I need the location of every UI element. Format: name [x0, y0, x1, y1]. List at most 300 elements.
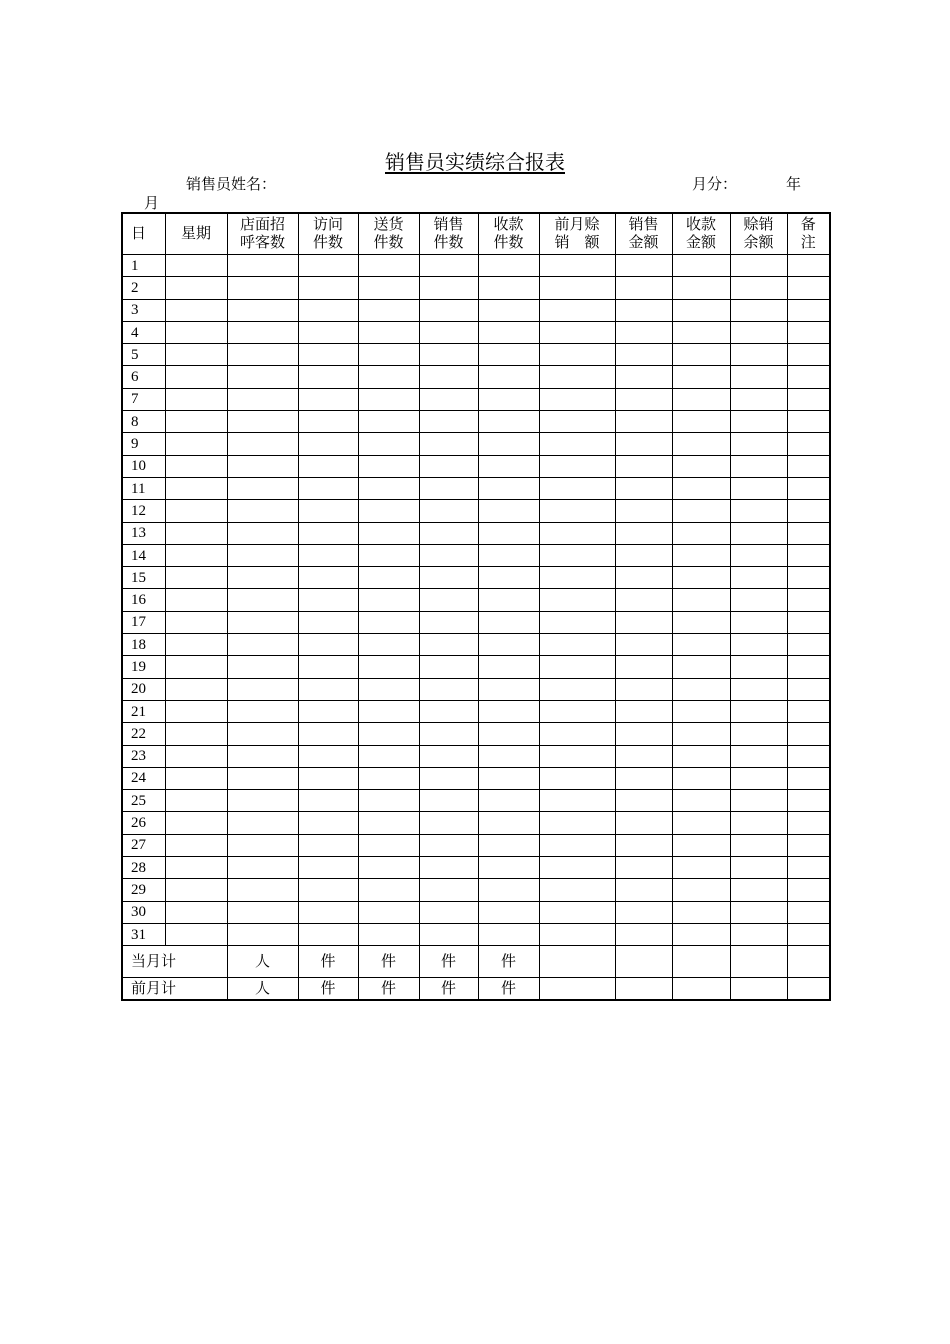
table-cell[interactable]	[672, 344, 730, 366]
table-cell[interactable]	[478, 767, 539, 789]
table-cell[interactable]	[298, 589, 358, 611]
table-cell[interactable]	[478, 299, 539, 321]
table-cell[interactable]	[672, 411, 730, 433]
table-cell[interactable]	[298, 433, 358, 455]
table-cell[interactable]	[672, 567, 730, 589]
table-cell[interactable]	[787, 321, 830, 343]
table-cell[interactable]	[227, 767, 298, 789]
table-cell[interactable]	[165, 433, 227, 455]
table-cell[interactable]	[730, 567, 787, 589]
table-cell[interactable]	[419, 500, 478, 522]
table-cell[interactable]	[672, 767, 730, 789]
table-cell[interactable]	[165, 879, 227, 901]
table-cell[interactable]	[419, 723, 478, 745]
table-cell[interactable]	[478, 411, 539, 433]
table-cell[interactable]	[672, 455, 730, 477]
table-cell[interactable]	[672, 857, 730, 879]
table-cell[interactable]	[787, 812, 830, 834]
table-cell[interactable]	[478, 656, 539, 678]
table-cell[interactable]	[419, 678, 478, 700]
table-cell[interactable]	[358, 857, 419, 879]
table-cell[interactable]	[227, 522, 298, 544]
table-cell[interactable]	[539, 767, 615, 789]
table-cell[interactable]	[419, 411, 478, 433]
table-cell[interactable]	[298, 321, 358, 343]
table-cell[interactable]	[539, 255, 615, 277]
table-cell[interactable]	[298, 656, 358, 678]
table-cell[interactable]	[615, 277, 672, 299]
table-cell[interactable]	[358, 522, 419, 544]
table-cell[interactable]	[165, 589, 227, 611]
table-cell[interactable]	[787, 544, 830, 566]
table-cell[interactable]	[165, 700, 227, 722]
table-cell[interactable]	[615, 477, 672, 499]
table-cell[interactable]	[227, 901, 298, 923]
table-cell[interactable]	[165, 745, 227, 767]
table-cell[interactable]	[298, 544, 358, 566]
table-cell[interactable]	[615, 901, 672, 923]
table-cell[interactable]	[539, 321, 615, 343]
table-cell[interactable]	[165, 255, 227, 277]
table-cell[interactable]	[730, 678, 787, 700]
table-cell[interactable]	[419, 455, 478, 477]
table-cell[interactable]	[298, 857, 358, 879]
table-cell[interactable]	[787, 455, 830, 477]
table-cell[interactable]	[672, 978, 730, 1001]
table-cell[interactable]	[539, 611, 615, 633]
table-cell[interactable]	[419, 388, 478, 410]
table-cell[interactable]	[730, 388, 787, 410]
table-cell[interactable]	[227, 790, 298, 812]
table-cell[interactable]	[672, 879, 730, 901]
table-cell[interactable]	[419, 299, 478, 321]
table-cell[interactable]	[730, 589, 787, 611]
table-cell[interactable]	[787, 277, 830, 299]
table-cell[interactable]	[478, 834, 539, 856]
table-cell[interactable]	[672, 477, 730, 499]
table-cell[interactable]	[298, 834, 358, 856]
table-cell[interactable]	[419, 901, 478, 923]
table-cell[interactable]	[615, 589, 672, 611]
table-cell[interactable]	[672, 433, 730, 455]
table-cell[interactable]	[298, 923, 358, 945]
table-cell[interactable]	[358, 923, 419, 945]
table-cell[interactable]	[358, 901, 419, 923]
table-cell[interactable]	[227, 723, 298, 745]
table-cell[interactable]	[227, 255, 298, 277]
table-cell[interactable]	[165, 321, 227, 343]
table-cell[interactable]	[539, 901, 615, 923]
table-cell[interactable]	[672, 656, 730, 678]
table-cell[interactable]	[165, 544, 227, 566]
table-cell[interactable]	[358, 344, 419, 366]
table-cell[interactable]	[730, 946, 787, 978]
table-cell[interactable]	[298, 567, 358, 589]
table-cell[interactable]	[787, 879, 830, 901]
table-cell[interactable]	[730, 745, 787, 767]
table-cell[interactable]	[419, 611, 478, 633]
table-cell[interactable]	[787, 723, 830, 745]
table-cell[interactable]	[227, 745, 298, 767]
table-cell[interactable]	[672, 678, 730, 700]
table-cell[interactable]	[419, 567, 478, 589]
table-cell[interactable]	[165, 656, 227, 678]
table-cell[interactable]	[615, 656, 672, 678]
table-cell[interactable]	[298, 790, 358, 812]
table-cell[interactable]	[730, 879, 787, 901]
table-cell[interactable]	[539, 522, 615, 544]
table-cell[interactable]	[539, 978, 615, 1001]
table-cell[interactable]	[419, 745, 478, 767]
table-cell[interactable]	[227, 656, 298, 678]
table-cell[interactable]	[787, 634, 830, 656]
table-cell[interactable]	[615, 455, 672, 477]
table-cell[interactable]	[358, 589, 419, 611]
table-cell[interactable]	[672, 299, 730, 321]
table-cell[interactable]	[615, 723, 672, 745]
table-cell[interactable]	[539, 388, 615, 410]
table-cell[interactable]	[478, 790, 539, 812]
table-cell[interactable]	[730, 277, 787, 299]
table-cell[interactable]	[298, 344, 358, 366]
table-cell[interactable]	[419, 790, 478, 812]
table-cell[interactable]	[539, 634, 615, 656]
table-cell[interactable]	[730, 344, 787, 366]
table-cell[interactable]	[787, 589, 830, 611]
table-cell[interactable]	[539, 946, 615, 978]
table-cell[interactable]	[227, 678, 298, 700]
table-cell[interactable]	[165, 611, 227, 633]
table-cell[interactable]	[615, 321, 672, 343]
table-cell[interactable]	[165, 857, 227, 879]
table-cell[interactable]	[539, 834, 615, 856]
table-cell[interactable]	[730, 299, 787, 321]
table-cell[interactable]	[730, 411, 787, 433]
table-cell[interactable]	[165, 790, 227, 812]
table-cell[interactable]	[615, 745, 672, 767]
table-cell[interactable]	[787, 366, 830, 388]
table-cell[interactable]	[358, 388, 419, 410]
table-cell[interactable]	[787, 678, 830, 700]
table-cell[interactable]	[419, 255, 478, 277]
table-cell[interactable]	[419, 321, 478, 343]
table-cell[interactable]	[478, 321, 539, 343]
table-cell[interactable]	[298, 700, 358, 722]
table-cell[interactable]	[730, 321, 787, 343]
table-cell[interactable]	[165, 500, 227, 522]
table-cell[interactable]	[615, 634, 672, 656]
table-cell[interactable]	[419, 277, 478, 299]
table-cell[interactable]	[478, 723, 539, 745]
table-cell[interactable]	[539, 656, 615, 678]
table-cell[interactable]	[227, 589, 298, 611]
table-cell[interactable]	[615, 544, 672, 566]
table-cell[interactable]	[615, 344, 672, 366]
table-cell[interactable]	[478, 433, 539, 455]
table-cell[interactable]	[787, 834, 830, 856]
table-cell[interactable]	[227, 812, 298, 834]
table-cell[interactable]	[419, 812, 478, 834]
table-cell[interactable]	[672, 812, 730, 834]
table-cell[interactable]	[615, 567, 672, 589]
table-cell[interactable]	[539, 879, 615, 901]
table-cell[interactable]	[165, 767, 227, 789]
table-cell[interactable]	[298, 723, 358, 745]
table-cell[interactable]	[478, 700, 539, 722]
table-cell[interactable]	[787, 388, 830, 410]
table-cell[interactable]	[478, 678, 539, 700]
table-cell[interactable]	[227, 388, 298, 410]
table-cell[interactable]	[539, 299, 615, 321]
table-cell[interactable]	[787, 433, 830, 455]
table-cell[interactable]	[358, 767, 419, 789]
table-cell[interactable]	[615, 500, 672, 522]
table-cell[interactable]	[298, 455, 358, 477]
table-cell[interactable]	[419, 857, 478, 879]
table-cell[interactable]	[227, 923, 298, 945]
table-cell[interactable]	[227, 411, 298, 433]
table-cell[interactable]	[730, 634, 787, 656]
table-cell[interactable]	[478, 567, 539, 589]
table-cell[interactable]	[358, 255, 419, 277]
table-cell[interactable]	[478, 812, 539, 834]
table-cell[interactable]	[730, 477, 787, 499]
table-cell[interactable]	[298, 634, 358, 656]
table-cell[interactable]	[165, 299, 227, 321]
table-cell[interactable]	[539, 366, 615, 388]
table-cell[interactable]	[419, 544, 478, 566]
table-cell[interactable]	[730, 812, 787, 834]
table-cell[interactable]	[615, 879, 672, 901]
table-cell[interactable]	[419, 477, 478, 499]
table-cell[interactable]	[227, 366, 298, 388]
table-cell[interactable]	[539, 277, 615, 299]
table-cell[interactable]	[298, 277, 358, 299]
table-cell[interactable]	[478, 344, 539, 366]
table-cell[interactable]	[419, 767, 478, 789]
table-cell[interactable]	[787, 923, 830, 945]
table-cell[interactable]	[478, 857, 539, 879]
table-cell[interactable]	[730, 544, 787, 566]
table-cell[interactable]	[298, 678, 358, 700]
table-cell[interactable]	[478, 589, 539, 611]
table-cell[interactable]	[539, 723, 615, 745]
table-cell[interactable]	[787, 299, 830, 321]
table-cell[interactable]	[539, 745, 615, 767]
table-cell[interactable]	[478, 634, 539, 656]
table-cell[interactable]	[298, 388, 358, 410]
table-cell[interactable]	[539, 455, 615, 477]
table-cell[interactable]	[615, 433, 672, 455]
table-cell[interactable]	[672, 589, 730, 611]
table-cell[interactable]	[358, 745, 419, 767]
table-cell[interactable]	[539, 812, 615, 834]
table-cell[interactable]	[165, 388, 227, 410]
table-cell[interactable]	[419, 522, 478, 544]
table-cell[interactable]	[787, 790, 830, 812]
table-cell[interactable]	[615, 366, 672, 388]
table-cell[interactable]	[419, 433, 478, 455]
table-cell[interactable]	[419, 656, 478, 678]
table-cell[interactable]	[615, 299, 672, 321]
table-cell[interactable]	[478, 388, 539, 410]
table-cell[interactable]	[539, 411, 615, 433]
table-cell[interactable]	[672, 790, 730, 812]
table-cell[interactable]	[358, 299, 419, 321]
table-cell[interactable]	[419, 700, 478, 722]
table-cell[interactable]	[165, 455, 227, 477]
table-cell[interactable]	[672, 901, 730, 923]
table-cell[interactable]	[227, 344, 298, 366]
table-cell[interactable]	[227, 455, 298, 477]
table-cell[interactable]	[478, 522, 539, 544]
table-cell[interactable]	[615, 700, 672, 722]
table-cell[interactable]	[672, 366, 730, 388]
table-cell[interactable]	[730, 790, 787, 812]
table-cell[interactable]	[358, 500, 419, 522]
table-cell[interactable]	[478, 611, 539, 633]
table-cell[interactable]	[478, 455, 539, 477]
table-cell[interactable]	[539, 923, 615, 945]
table-cell[interactable]	[672, 834, 730, 856]
table-cell[interactable]	[787, 978, 830, 1001]
table-cell[interactable]	[672, 723, 730, 745]
table-cell[interactable]	[165, 812, 227, 834]
table-cell[interactable]	[539, 700, 615, 722]
table-cell[interactable]	[539, 589, 615, 611]
table-cell[interactable]	[539, 500, 615, 522]
table-cell[interactable]	[358, 611, 419, 633]
table-cell[interactable]	[730, 255, 787, 277]
table-cell[interactable]	[672, 946, 730, 978]
table-cell[interactable]	[358, 277, 419, 299]
table-cell[interactable]	[358, 700, 419, 722]
table-cell[interactable]	[615, 411, 672, 433]
table-cell[interactable]	[358, 477, 419, 499]
table-cell[interactable]	[227, 321, 298, 343]
table-cell[interactable]	[615, 857, 672, 879]
table-cell[interactable]	[615, 790, 672, 812]
table-cell[interactable]	[615, 923, 672, 945]
table-cell[interactable]	[165, 567, 227, 589]
table-cell[interactable]	[358, 366, 419, 388]
table-cell[interactable]	[730, 433, 787, 455]
table-cell[interactable]	[165, 723, 227, 745]
table-cell[interactable]	[358, 455, 419, 477]
table-cell[interactable]	[227, 700, 298, 722]
table-cell[interactable]	[672, 321, 730, 343]
table-cell[interactable]	[730, 500, 787, 522]
table-cell[interactable]	[787, 411, 830, 433]
table-cell[interactable]	[615, 255, 672, 277]
table-cell[interactable]	[165, 522, 227, 544]
table-cell[interactable]	[227, 500, 298, 522]
table-cell[interactable]	[672, 388, 730, 410]
table-cell[interactable]	[787, 255, 830, 277]
table-cell[interactable]	[787, 611, 830, 633]
table-cell[interactable]	[730, 834, 787, 856]
table-cell[interactable]	[615, 388, 672, 410]
table-cell[interactable]	[787, 745, 830, 767]
table-cell[interactable]	[419, 879, 478, 901]
table-cell[interactable]	[787, 522, 830, 544]
table-cell[interactable]	[165, 477, 227, 499]
table-cell[interactable]	[358, 634, 419, 656]
table-cell[interactable]	[615, 834, 672, 856]
table-cell[interactable]	[478, 901, 539, 923]
table-cell[interactable]	[419, 923, 478, 945]
table-cell[interactable]	[298, 611, 358, 633]
table-cell[interactable]	[358, 723, 419, 745]
table-cell[interactable]	[358, 411, 419, 433]
table-cell[interactable]	[539, 567, 615, 589]
table-cell[interactable]	[358, 567, 419, 589]
table-cell[interactable]	[298, 522, 358, 544]
table-cell[interactable]	[227, 879, 298, 901]
table-cell[interactable]	[615, 812, 672, 834]
table-cell[interactable]	[478, 366, 539, 388]
table-cell[interactable]	[358, 678, 419, 700]
table-cell[interactable]	[358, 656, 419, 678]
table-cell[interactable]	[227, 634, 298, 656]
table-cell[interactable]	[298, 767, 358, 789]
table-cell[interactable]	[730, 656, 787, 678]
table-cell[interactable]	[730, 857, 787, 879]
table-cell[interactable]	[419, 589, 478, 611]
table-cell[interactable]	[298, 812, 358, 834]
table-cell[interactable]	[165, 834, 227, 856]
table-cell[interactable]	[615, 522, 672, 544]
table-cell[interactable]	[298, 255, 358, 277]
table-cell[interactable]	[672, 522, 730, 544]
table-cell[interactable]	[539, 344, 615, 366]
table-cell[interactable]	[478, 923, 539, 945]
table-cell[interactable]	[615, 978, 672, 1001]
table-cell[interactable]	[672, 500, 730, 522]
table-cell[interactable]	[730, 901, 787, 923]
table-cell[interactable]	[615, 611, 672, 633]
table-cell[interactable]	[730, 366, 787, 388]
table-cell[interactable]	[227, 299, 298, 321]
table-cell[interactable]	[672, 634, 730, 656]
table-cell[interactable]	[419, 366, 478, 388]
table-cell[interactable]	[298, 411, 358, 433]
table-cell[interactable]	[730, 978, 787, 1001]
table-cell[interactable]	[539, 790, 615, 812]
table-cell[interactable]	[615, 767, 672, 789]
table-cell[interactable]	[730, 522, 787, 544]
table-cell[interactable]	[787, 477, 830, 499]
table-cell[interactable]	[298, 477, 358, 499]
table-cell[interactable]	[298, 299, 358, 321]
table-cell[interactable]	[227, 567, 298, 589]
table-cell[interactable]	[165, 923, 227, 945]
table-cell[interactable]	[165, 277, 227, 299]
table-cell[interactable]	[730, 767, 787, 789]
table-cell[interactable]	[165, 366, 227, 388]
table-cell[interactable]	[539, 433, 615, 455]
table-cell[interactable]	[358, 544, 419, 566]
table-cell[interactable]	[672, 277, 730, 299]
table-cell[interactable]	[165, 901, 227, 923]
table-cell[interactable]	[165, 344, 227, 366]
table-cell[interactable]	[672, 544, 730, 566]
table-cell[interactable]	[358, 790, 419, 812]
table-cell[interactable]	[358, 879, 419, 901]
table-cell[interactable]	[165, 634, 227, 656]
table-cell[interactable]	[358, 433, 419, 455]
table-cell[interactable]	[539, 678, 615, 700]
